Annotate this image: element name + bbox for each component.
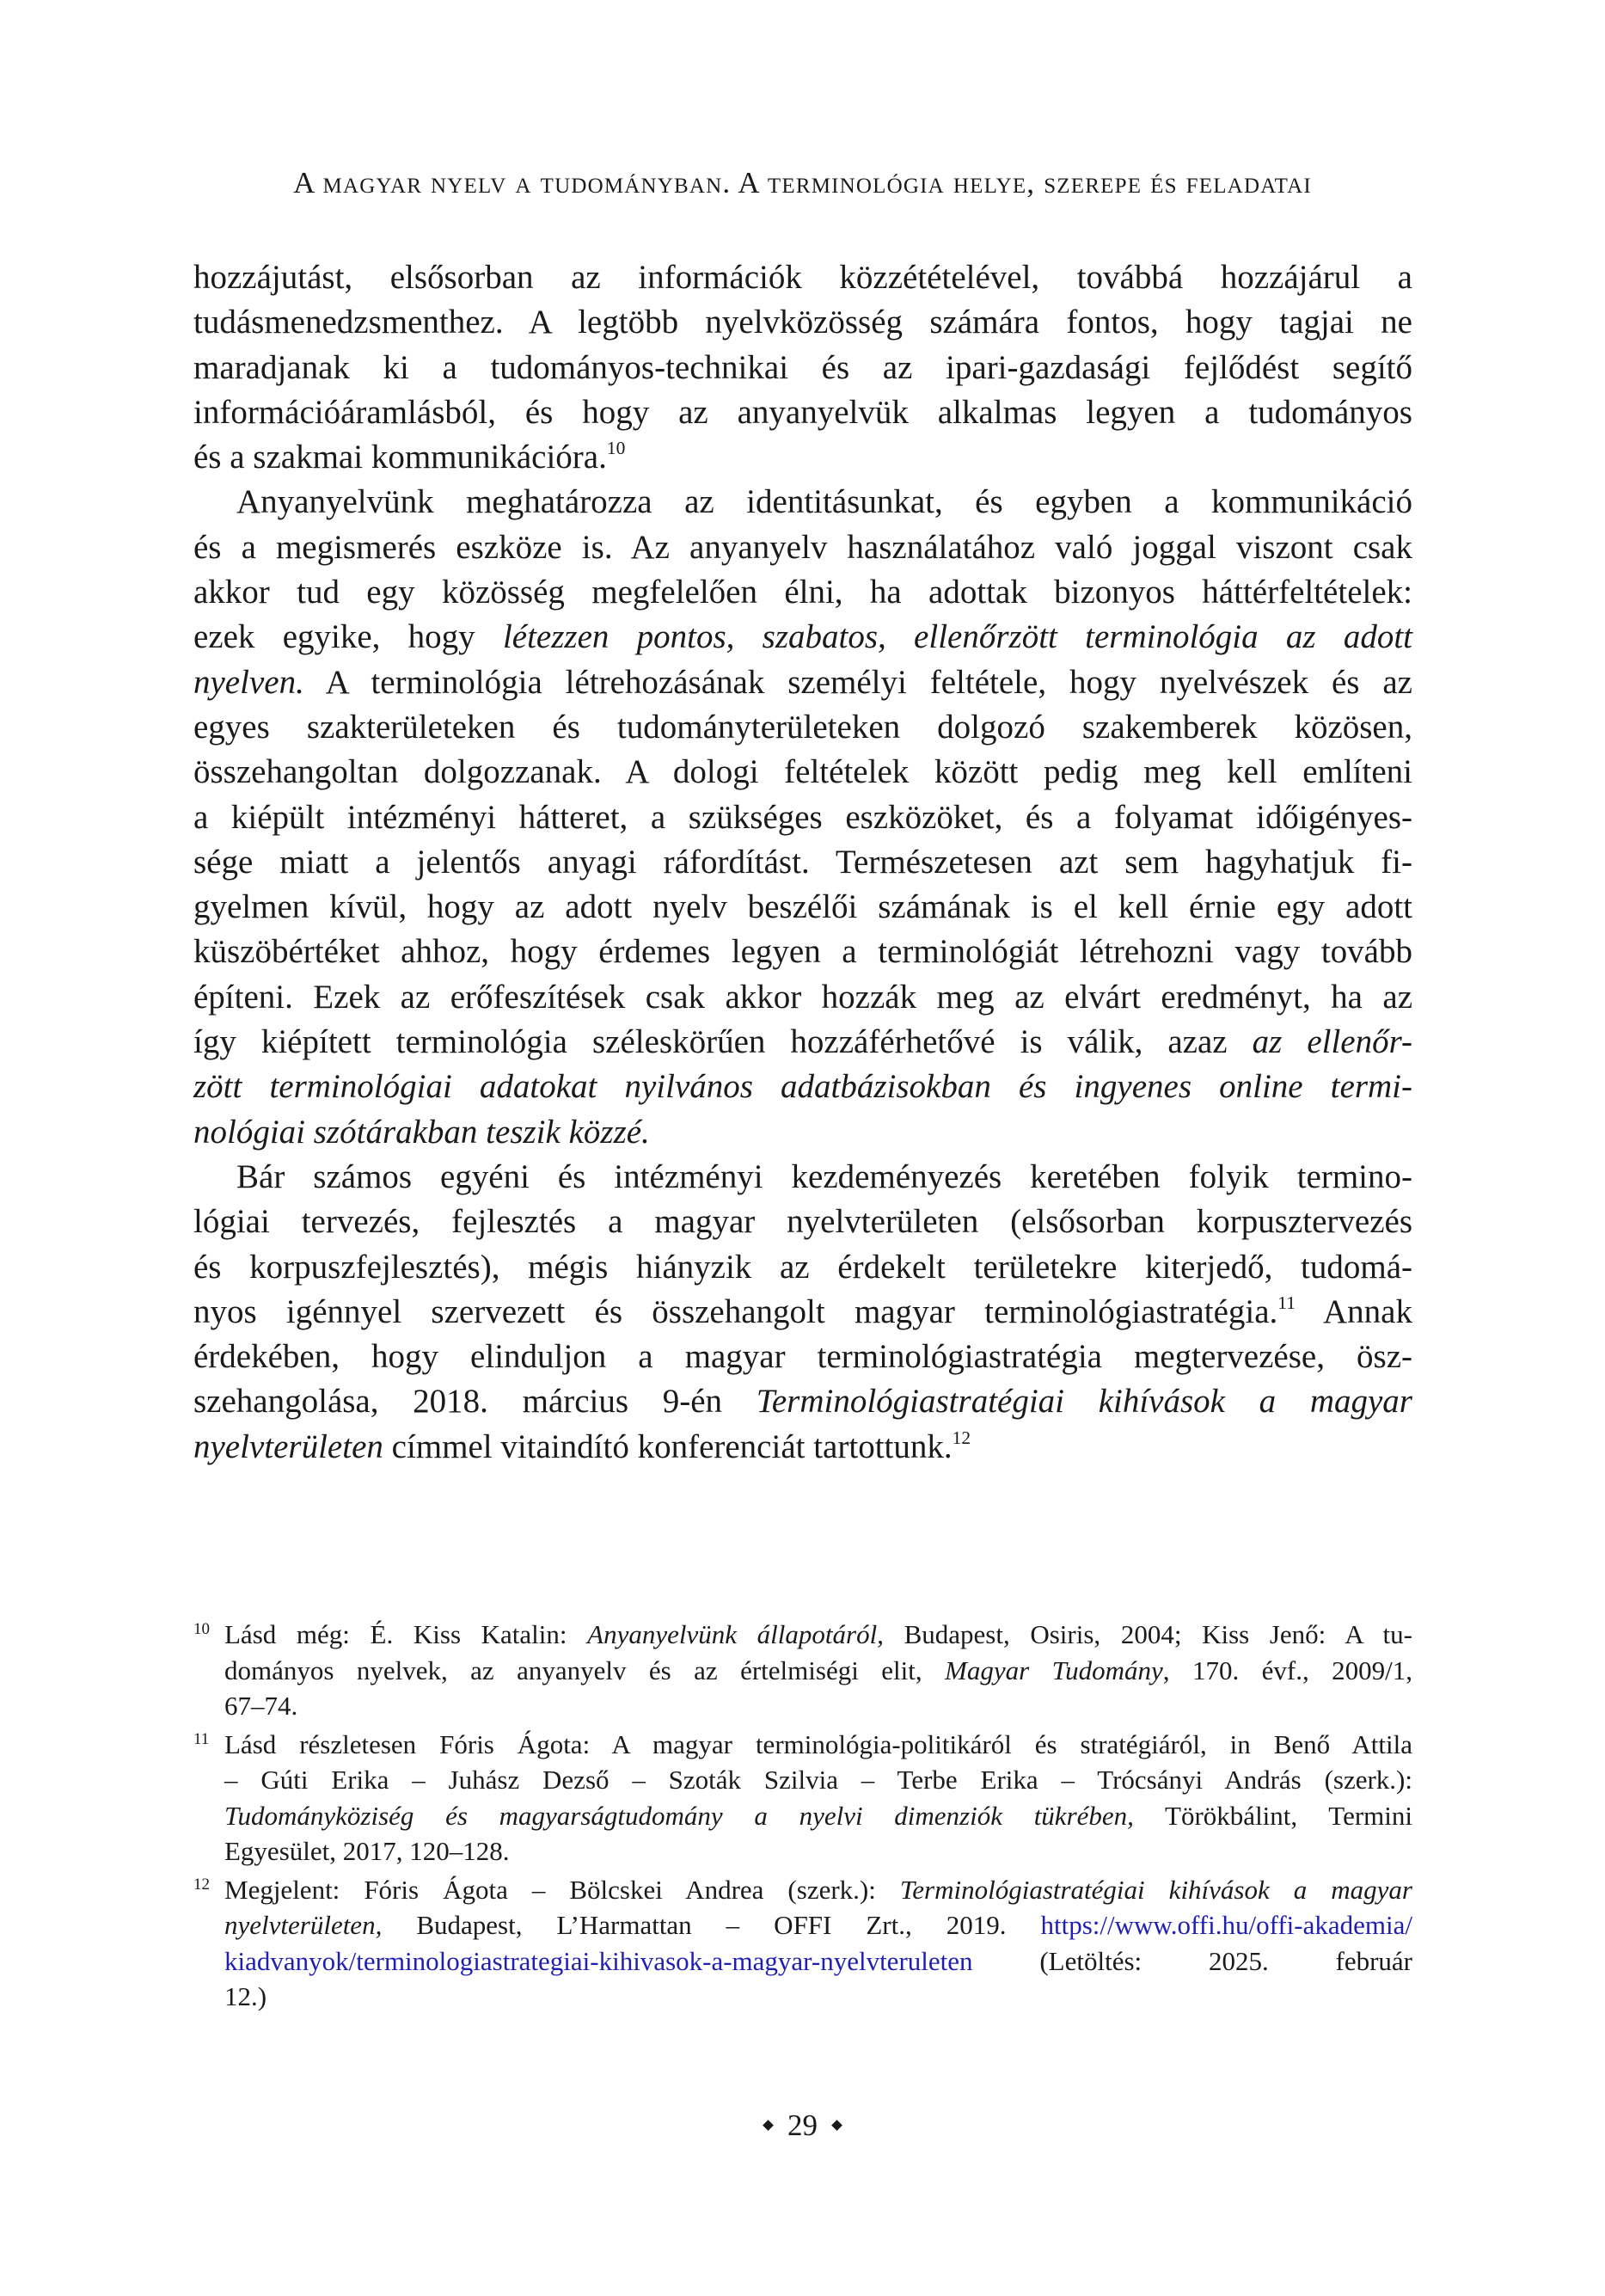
footnote-number: 12 — [193, 1875, 210, 1894]
text-span: ezek egyike, hogy — [193, 618, 503, 656]
footnote-10 — [193, 1617, 1412, 1724]
footnote-line — [224, 1798, 1412, 1834]
url-link[interactable]: https://www.offi.hu/offi-akademia/ — [1040, 1910, 1412, 1940]
footnote-line: 67–74. — [224, 1691, 298, 1721]
footnotes — [193, 1617, 1412, 2017]
running-head: A magyar nyelv a tudományban. A terminológia helye, szerepe és feladatai — [293, 166, 1312, 200]
text-span: Törökbálint, Termini — [1133, 1800, 1412, 1831]
footnote-ref-11[interactable]: 11 — [1277, 1292, 1296, 1313]
text-line: információáramlásból, és hogy az anyanyelvük alkalmas legyen a tudományos — [193, 393, 1412, 431]
diamond-ornament-icon — [763, 2121, 774, 2132]
text-line: küszöbértéket ahhoz, hogy érdemes legyen a terminológiát létrehozni vagy tovább — [193, 933, 1412, 971]
text-span: Budapest, L’Harmattan – OFFI Zrt., 2019. — [382, 1910, 1041, 1940]
footnote-line — [224, 1653, 1412, 1689]
text-line — [193, 1110, 1412, 1155]
text-line: maradjanak ki a tudományos-technikai és az ipari-gazdasági fejlődést segítő — [193, 348, 1412, 386]
footnote-ref-10[interactable]: 10 — [606, 438, 626, 459]
emphasis-text: zött terminológiai adatokat nyilvános adatbázisokban és ingyenes online termi- — [193, 1068, 1412, 1106]
text-line: Bár számos egyéni és intézményi kezdeményezés keretében folyik termino- — [236, 1157, 1412, 1195]
text-line — [193, 1290, 1412, 1335]
text-span: A terminológia létrehozásának személyi feltétele, hogy nyelvészek és az — [303, 663, 1412, 701]
emphasis-text: nyelven. — [193, 663, 304, 701]
text-line — [193, 660, 1412, 705]
emphasis-text: nológiai szótárakban teszik közzé. — [193, 1113, 650, 1151]
diamond-ornament-icon — [831, 2121, 842, 2132]
text-span: nyos igénnyel szervezett és összehangolt magyar terminológiastratégia. — [193, 1292, 1278, 1330]
text-line: tudásmenedzsmenthez. A legtöbb nyelvközösség számára fontos, hogy tagjai ne — [193, 304, 1412, 341]
text-line — [193, 1065, 1412, 1109]
page-folio — [0, 2109, 1605, 2143]
paragraph-2 — [193, 480, 1412, 1154]
text-line: összehangoltan dolgozzanak. A dologi feltételek között pedig meg kell említeni — [193, 753, 1412, 791]
footnote-line — [224, 1907, 1412, 1943]
text-line: és a megismerés eszköze is. Az anyanyelv használatához való joggal viszont csak — [193, 528, 1412, 566]
text-line: a kiépült intézményi hátteret, a szükséges eszközöket, és a folyamat időigényes- — [193, 798, 1412, 836]
text-line: sége miatt a jelentős anyagi ráfordítást. Természetesen azt sem hagyhatjuk fi- — [193, 843, 1412, 881]
text-line — [193, 435, 1412, 480]
text-span: Lásd még: É. Kiss Katalin: — [224, 1619, 588, 1649]
emphasis-text: Magyar Tudomány — [945, 1654, 1163, 1685]
text-line: Anyanyelvünk meghatározza az identitásunkat, és egyben a kommunikáció — [236, 483, 1412, 521]
text-line: építeni. Ezek az erőfeszítések csak akkor hozzák meg az elvárt eredményt, ha az — [193, 978, 1412, 1016]
text-span: így kiépített terminológia széleskörűen hozzáférhetővé is válik, azaz — [193, 1023, 1253, 1061]
text-line — [193, 1425, 1412, 1470]
footnote-11 — [193, 1727, 1412, 1869]
footnote-12 — [193, 1872, 1412, 2015]
emphasis-text: nyelvterületen — [193, 1427, 383, 1465]
footnote-line: Lásd részletesen Fóris Ágota: A magyar terminológia-politikáról és stratégiáról, in Benő Attila — [224, 1728, 1412, 1759]
footnote-line: Egyesület, 2017, 120–128. — [224, 1836, 510, 1866]
text-span: szehangolása, 2018. március 9-én — [193, 1383, 757, 1421]
emphasis-text: Terminológiastratégiai kihívások a magyar — [756, 1383, 1412, 1421]
text-line: hozzájutást, elsősorban az információk közzétételével, továbbá hozzájárul a — [193, 259, 1412, 296]
footnote-number: 11 — [193, 1729, 210, 1748]
paragraph-3 — [193, 1155, 1412, 1470]
text-line — [193, 615, 1412, 660]
text-span: és a szakmai kommunikációra. — [193, 439, 607, 476]
emphasis-text: Terminológiastratégiai kihívások a magyar — [899, 1874, 1413, 1905]
footnote-line — [224, 1872, 1412, 1908]
text-span: (Letöltés: 2025. február — [972, 1945, 1412, 1976]
footnote-line — [224, 1943, 1412, 1980]
footnote-number: 10 — [193, 1620, 210, 1638]
text-span: dományos nyelvek, az anyanyelv és az értelmiségi elit, — [224, 1654, 946, 1685]
emphasis-text: az ellenőr- — [1252, 1023, 1412, 1061]
page-number: 29 — [787, 2109, 818, 2142]
footnote-line: – Gúti Erika – Juhász Dezső – Szoták Szilvia – Terbe Erika – Trócsányi András (szerk.): — [224, 1765, 1412, 1795]
footnote-ref-12[interactable]: 12 — [952, 1427, 971, 1448]
emphasis-text: nyelvterületen, — [224, 1910, 383, 1940]
text-span: Budapest, Osiris, 2004; Kiss Jenő: A tu- — [883, 1619, 1412, 1649]
paragraph-1 — [193, 255, 1412, 480]
emphasis-text: Tudományköziség és magyarságtudomány a nyelvi dimenziók tükrében, — [224, 1800, 1134, 1831]
text-span: címmel vitaindító konferenciát tartottunk. — [383, 1427, 953, 1465]
text-line: gyelmen kívül, hogy az adott nyelv beszélői számának is el kell érnie egy adott — [193, 888, 1412, 926]
footnote-line — [224, 1617, 1412, 1653]
text-line: akkor tud egy közösség megfelelően élni, ha adottak bizonyos háttérfeltételek: — [193, 574, 1412, 611]
footnote-line: 12.) — [224, 1981, 267, 2011]
emphasis-text: létezzen pontos, szabatos, ellenőrzött terminológia az adott — [502, 618, 1413, 656]
emphasis-text: Anyanyelvünk állapotáról, — [587, 1619, 884, 1649]
text-line: egyes szakterületeken és tudományterületeken dolgozó szakemberek közösen, — [193, 708, 1412, 746]
text-line — [193, 1020, 1412, 1065]
text-line — [193, 1379, 1412, 1424]
text-span: , 170. évf., 2009/1, — [1162, 1654, 1412, 1685]
text-span: Megjelent: Fóris Ágota – Bölcskei Andrea (szerk.): — [224, 1874, 900, 1905]
text-span: Annak — [1295, 1292, 1412, 1330]
text-line: lógiai tervezés, fejlesztés a magyar nyelvterületen (elsősorban korpusztervezés — [193, 1203, 1412, 1241]
text-line: érdekében, hogy elinduljon a magyar terminológiastratégia megtervezése, ösz- — [193, 1338, 1412, 1376]
main-text — [193, 255, 1412, 1470]
url-link[interactable]: kiadvanyok/terminologiastrategiai-kihivasok-a-magyar-nyelvteruleten — [224, 1945, 973, 1976]
text-line: és korpuszfejlesztés), mégis hiányzik az érdekelt területekre kiterjedő, tudomá- — [193, 1248, 1412, 1286]
